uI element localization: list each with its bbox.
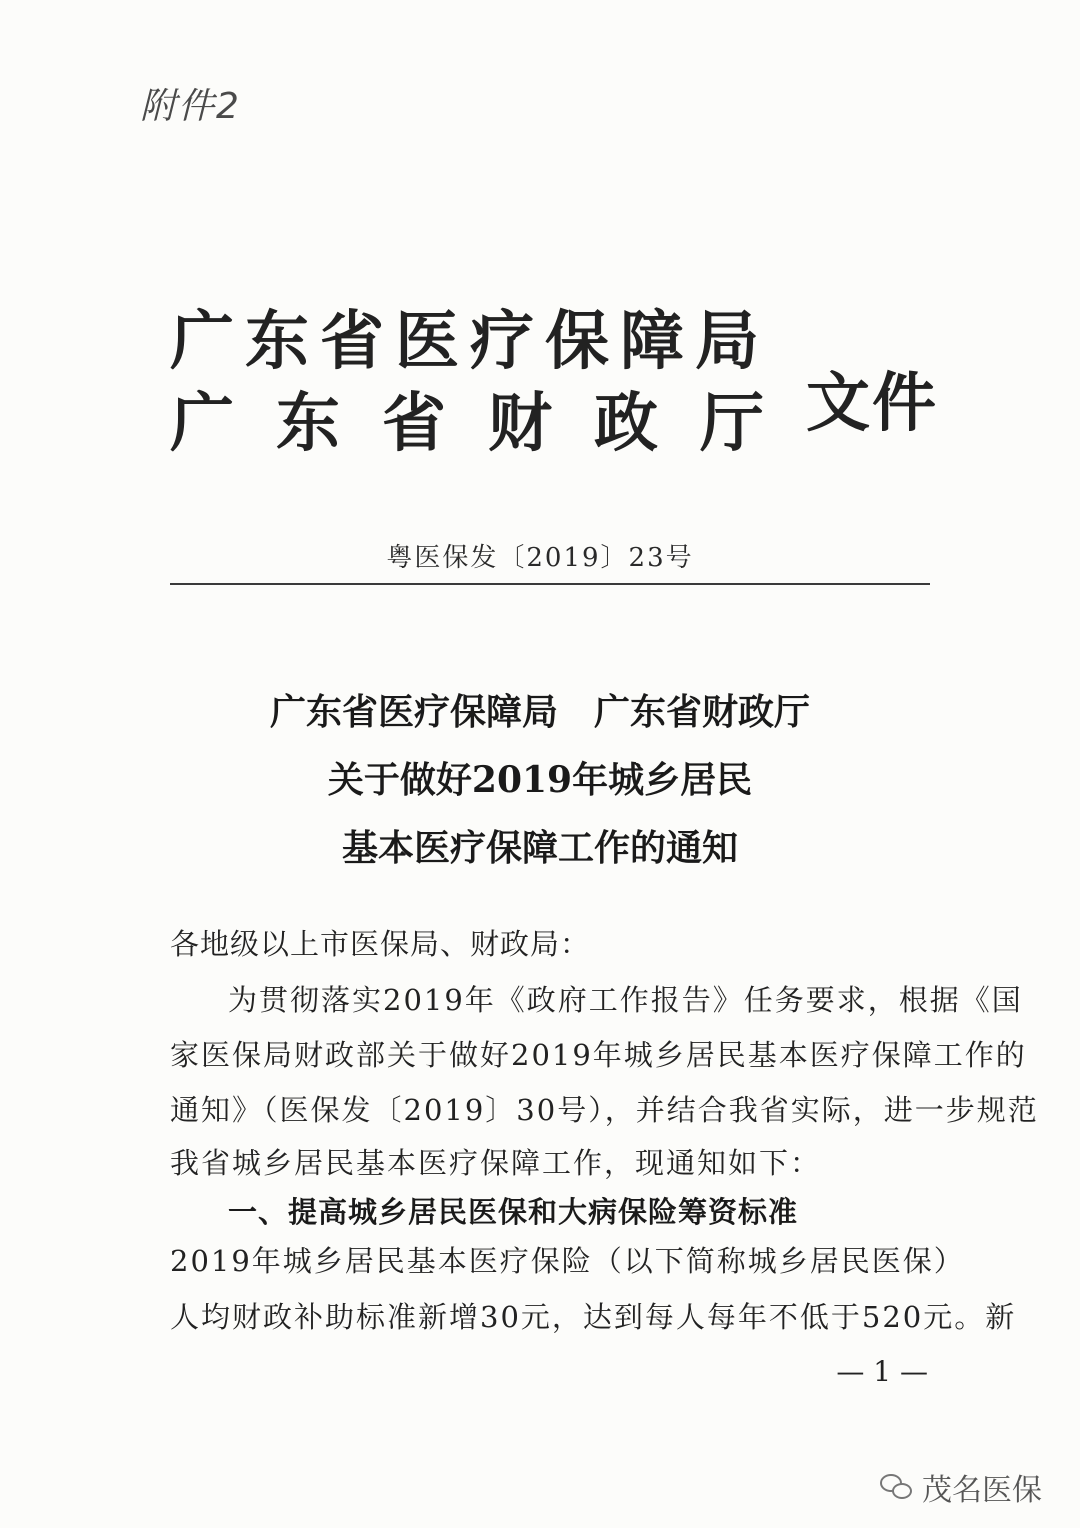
section-1-heading: 一、提高城乡居民医保和大病保险筹资标准	[228, 1195, 799, 1229]
paragraph-1-line-4: 我省城乡居民基本医疗保障工作，现通知如下：	[170, 1146, 822, 1180]
page-number: — 1 —	[836, 1355, 928, 1388]
salutation: 各地级以上市医保局、财政局：	[170, 927, 591, 961]
document-header	[170, 300, 938, 470]
paragraph-1-line-1: 为贯彻落实2019年《政府工作报告》任务要求，根据《国	[228, 983, 1023, 1017]
paragraph-2-line-1: 2019年城乡居民基本医疗保险（以下简称城乡居民医保）	[170, 1244, 965, 1278]
document-number: 粤医保发〔2019〕23号	[386, 543, 694, 573]
wechat-icon	[880, 1472, 914, 1502]
title-line-2: 关于做好2019年城乡居民	[327, 759, 753, 801]
paragraph-1-line-2: 家医保局财政部关于做好2019年城乡居民基本医疗保障工作的	[170, 1038, 1027, 1072]
doc-type-label: 文件	[806, 366, 938, 441]
attachment-label: 附件2	[140, 86, 241, 127]
header-divider	[170, 583, 930, 585]
watermark	[880, 1465, 1042, 1509]
paragraph-2-line-2: 人均财政补助标准新增30元，达到每人每年不低于520元。新	[170, 1300, 1017, 1334]
watermark-text: 茂名医保	[922, 1473, 1042, 1508]
title-line-3: 基本医疗保障工作的通知	[341, 827, 738, 869]
issuer-line-2: 广东省财政厅	[170, 386, 806, 461]
issuer-line-1: 广东省医疗保障局	[170, 304, 770, 379]
title-line-1: 广东省医疗保障局 广东省财政厅	[269, 691, 810, 733]
paragraph-1-line-3: 通知》（医保发〔2019〕30号），并结合我省实际，进一步规范	[170, 1093, 1039, 1127]
